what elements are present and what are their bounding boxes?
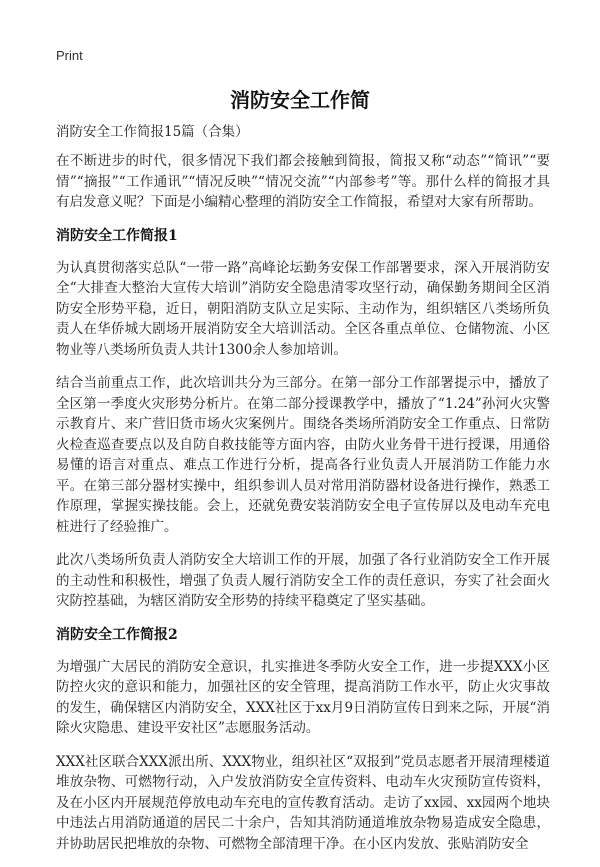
section-2-paragraph-2: XXX社区联合XXX派出所、XXX物业，组织社区“双报到”党员志愿者开展清理楼道堆放杂物、可燃物行动，入户发放消防安全宣传资料、电动车火灾预防宣传资料，及在小区内开展规范停放电动车充电的宣传教育活动。走访了xx园、xx园两个地块中违法占用消防通道的居民二十余户，告知其消防通道堆放杂物易造成安全隐患，并协助居民把堆放的杂物、可燃物全部清理干净。在小区内发放、张贴消防安全 (56, 753, 550, 852)
section-heading-2: 消防安全工作简报2 (56, 626, 178, 643)
section-1-paragraph-2: 结合当前重点工作，此次培训共分为三部分。在第一部分工作部署提示中，播放了全区第一季度火灾形势分析片。在第二部分授课教学中，播放了“1.24”孙河火灾警示教育片、来广营旧货市场火灾案例片。围绕各类场所消防安全工作重点、日常防火检查巡查要点以及自防自救技能等方面内容，由防火业务骨干进行授课，用通俗易懂的语言对重点、难点工作进行分析，提高各行业负责人开展消防工作能力水平。在第三部分器材实操中，组织参训人员对常用消防器材设备进行操作，熟悉工作原理，掌握实操技能。会上，还就免费安装消防安全电子宣传屏以及电动车充电桩进行了经验推广。 (56, 375, 550, 535)
document-title: 消防安全工作简 (230, 88, 370, 112)
document-body (56, 151, 550, 867)
section-heading-1: 消防安全工作简报1 (56, 227, 178, 244)
document-subtitle: 消防安全工作简报15篇（合集） (56, 124, 249, 140)
print-label: Print (56, 48, 83, 63)
intro-paragraph: 在不断进步的时代，很多情况下我们都会接触到简报，简报又称“动态”“简讯”“要情”“摘报”“工作通讯”“情况反映”“情况交流”“内部参考”等。那什么样的简报才具有启发意义呢？下面是小编精心整理的消防安全工作简报，希望对大家有所帮助。 (56, 153, 550, 210)
section-1-paragraph-1: 为认真贯彻落实总队“一带一路”高峰论坛勤务安保工作部署要求，深入开展消防安全“大排查大整治大宣传大培训”消防安全隐患清零攻坚行动，确保勤务期间全区消防安全形势平稳，近日，朝阳消防支队立足实际、主动作为，组织辖区八类场所负责人在华侨城大剧场开展消防安全大培训活动。全区各重点单位、仓储物流、小区物业等八类场所负责人共计1300余人参加培训。 (56, 259, 550, 358)
section-1-paragraph-3: 此次八类场所负责人消防安全大培训工作的开展，加强了各行业消防安全工作开展的主动性和积极性，增强了负责人履行消防安全工作的责任意识，夯实了社会面火灾防控基础，为辖区消防安全形势的持续平稳奠定了坚实基础。 (56, 552, 550, 609)
section-2-paragraph-1: 为增强广大居民的消防安全意识，扎实推进冬季防火安全工作，进一步提XXX小区防控火灾的意识和能力，加强社区的安全管理，提高消防工作水平，防止火灾事故的发生，确保辖区内消防安全，XXX社区于xx月9日消防宣传日到来之际，开展“消除火灾隐患、建设平安社区”志愿服务活动。 (56, 658, 550, 736)
